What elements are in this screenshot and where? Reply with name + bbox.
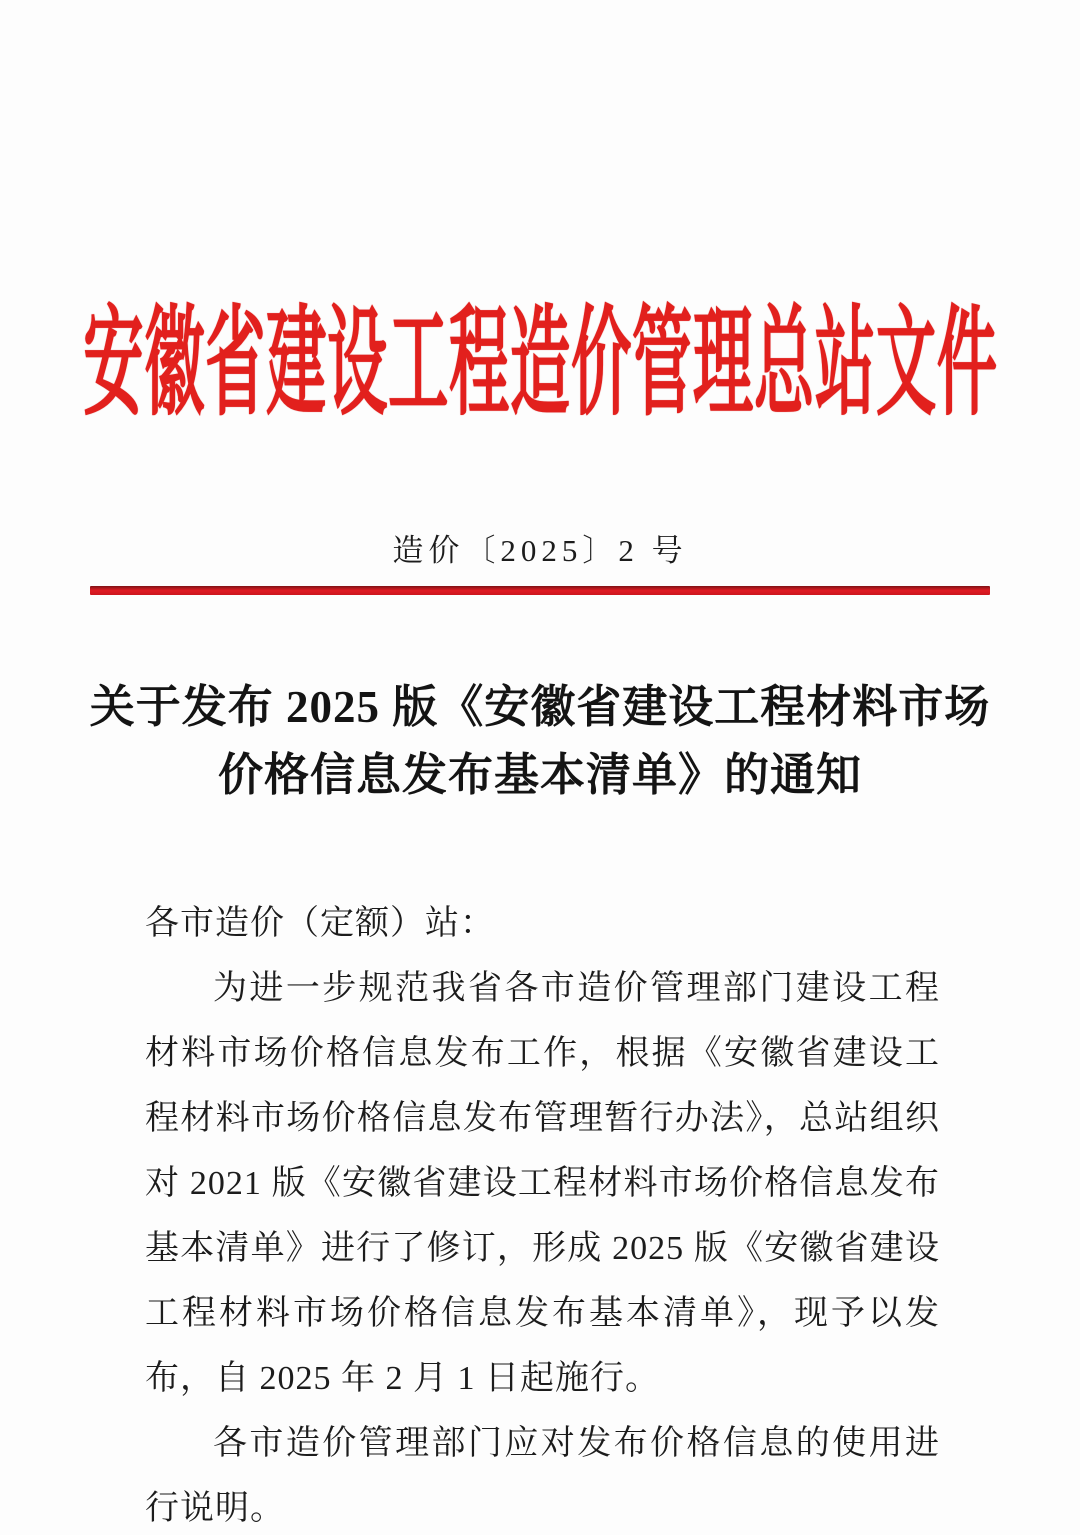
notice-title [0,673,1080,809]
salutation: 各市造价（定额）站： [145,905,495,942]
document-body [0,891,1080,1535]
paragraph-2: 各市造价管理部门应对发布价格信息的使用进行说明。 [145,1425,940,1527]
letterhead [0,283,1080,430]
red-separator-rule [90,586,990,595]
notice-title-line-2: 价格信息发布基本清单》的通知 [217,750,862,800]
paragraph-1: 为进一步规范我省各市造价管理部门建设工程材料市场价格信息发布工作，根据《安徽省建设工程材料市场价格信息发布管理暂行办法》，总站组织对 2021 版《安徽省建设工程材料市场价格信息发布基本清单》进行了修订，形成 2025 版《安徽省建设工程材料市场价格信息发布基本清单》，现予以发布，自 2025 年 2 月 1 日起施行。 [145,970,940,1397]
document-number: 造价〔2025〕2 号 [392,533,688,568]
notice-title-line-1: 关于发布 2025 版《安徽省建设工程材料市场 [89,682,991,732]
letterhead-title: 安徽省建设工程造价管理总站文件 [82,299,998,430]
